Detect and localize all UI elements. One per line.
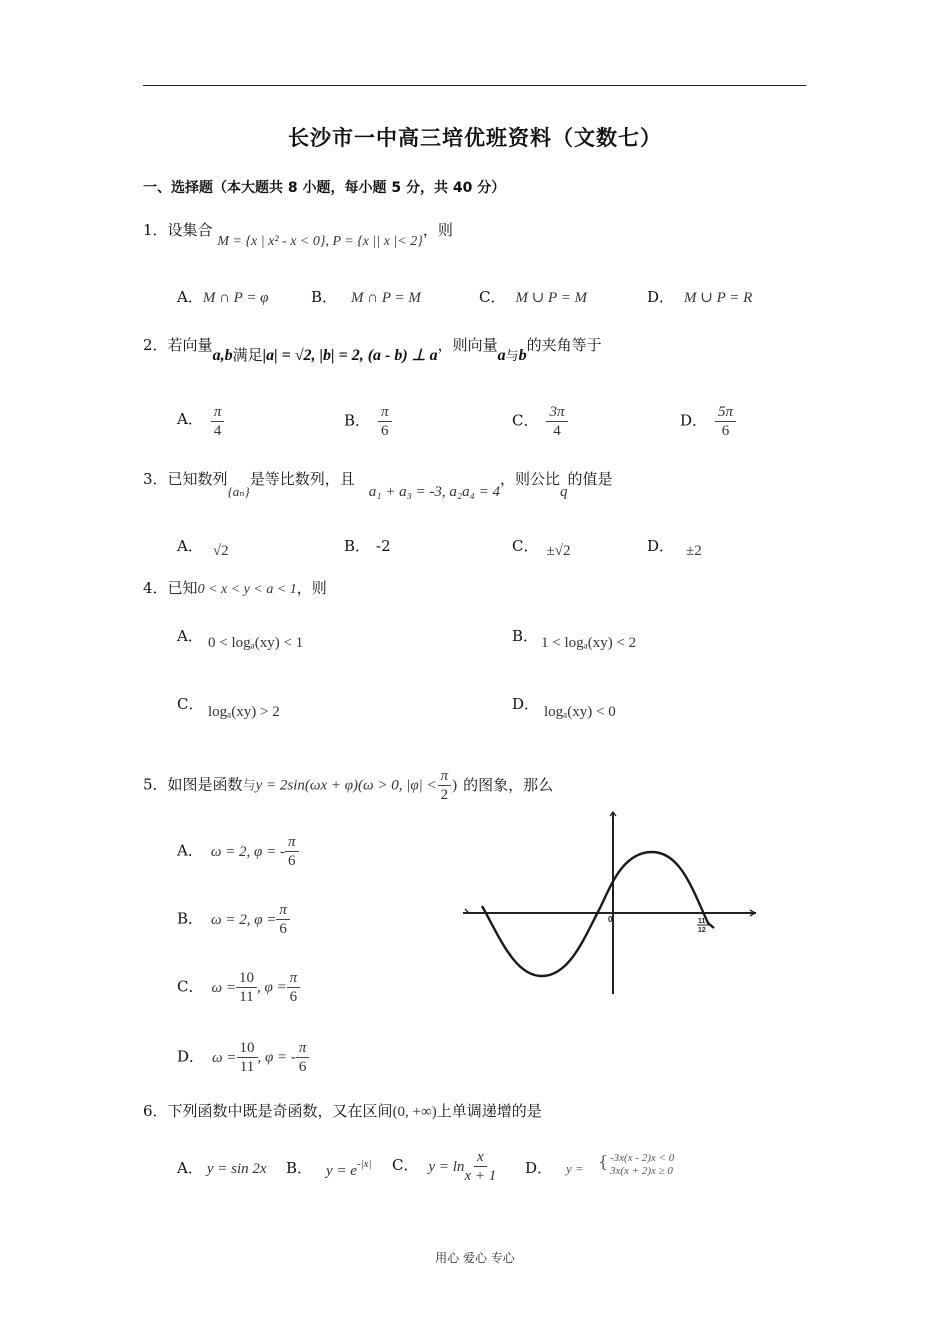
q4-option-a [177, 625, 203, 646]
q4-cond: 0 < x < y < a < 1 [197, 582, 297, 597]
q5-c-phi: , φ = [256, 979, 287, 996]
question-2 [143, 334, 602, 364]
q6-c-den: x + 1 [464, 1168, 497, 1184]
q2-condition: |a| = √2, |b| = 2, (a - b) ⊥ a [262, 347, 438, 364]
q2-b-label: B． [344, 411, 371, 430]
q6-b-sup: -|x| [356, 1158, 372, 1170]
q2-number: 2． [143, 336, 168, 354]
x-mark-den: 12 [698, 927, 706, 934]
q5-d-num: π [296, 1039, 310, 1058]
q2-c-num: 3π [546, 403, 567, 422]
q3-mid2: ，则公比 [499, 470, 560, 488]
q3-prefix: 已知数列 [167, 470, 228, 488]
q2-a-den: 4 [213, 423, 222, 439]
q5-d-den: 6 [298, 1059, 307, 1075]
q5-b-expr: ω = 2, φ = [211, 911, 277, 928]
q5-d-w: ω = [212, 1049, 237, 1066]
q6-a-expr: y = sin 2x [206, 1161, 267, 1177]
q2-mid: ，则向量 [437, 336, 498, 354]
q3-option-c [512, 535, 571, 559]
q2-option-d [680, 403, 736, 440]
q5-option-a [177, 833, 299, 870]
q1-option-c [479, 286, 587, 307]
q1-option-b [311, 286, 421, 307]
q2-prefix: 若向量 [167, 336, 213, 354]
question-4 [143, 577, 327, 598]
question-1 [143, 219, 453, 249]
q2-b-den: 6 [381, 423, 389, 439]
q3-seq: {aₙ} [227, 484, 250, 499]
q3-d-expr: ±2 [686, 543, 702, 559]
q4-b-expr: 1 < logₐ(xy) < 2 [541, 635, 637, 651]
q5-d-wnum: 10 [237, 1039, 258, 1058]
q2-vec-a: a [497, 347, 506, 364]
q3-suffix: 的值是 [567, 470, 613, 488]
q3-number: 3． [143, 470, 168, 488]
q5-option-c [177, 969, 300, 1006]
q3-a-label: A． [177, 537, 203, 555]
sine-graph [460, 808, 760, 1000]
page-title: 长沙市一中高三培优班资料（文数七） [288, 126, 662, 150]
q3-c-expr: ±√2 [546, 543, 571, 559]
q6-c-num: x [474, 1148, 487, 1167]
q6-option-b [286, 1157, 372, 1178]
q5-frac-num: π [438, 767, 452, 786]
q1-suffix: ，则 [422, 221, 453, 239]
q3-cond: a₁ + a₃ = -3, a₂a₄ = 4 [368, 484, 500, 500]
q1-d-expr: M ∪ P = R [684, 290, 753, 306]
q5-frac-den: 2 [440, 787, 449, 803]
q5-func: y = 2sin(ωx + φ)(ω > 0, |φ| < [255, 777, 437, 794]
q5-option-b [177, 901, 290, 938]
q6-d-lines [610, 1152, 674, 1178]
q4-option-d [512, 693, 539, 714]
q5-with: 与 [242, 778, 256, 794]
q4-number: 4． [143, 579, 168, 597]
q6-option-c [392, 1148, 496, 1185]
q6-a-label: A． [177, 1159, 203, 1177]
q6-b-label: B． [286, 1159, 313, 1177]
q6-d-line2: 3x(x + 2)x ≥ 0 [610, 1165, 673, 1177]
q3-c-label: C． [512, 537, 539, 555]
q5-d-phi: , φ = - [257, 1049, 296, 1066]
q3-var: q [560, 484, 568, 500]
q2-b-num: π [378, 403, 392, 422]
q5-c-wden: 11 [239, 989, 254, 1005]
q3-option-a [177, 535, 229, 559]
q5-b-num: π [276, 901, 290, 920]
q5-c-wnum: 10 [236, 969, 257, 988]
q2-d-label: D． [680, 411, 708, 430]
q6-c-label: C． [392, 1155, 419, 1174]
q6-d-expr: y = [566, 1161, 584, 1176]
q5-c-num: π [287, 969, 301, 988]
q5-close: ) [452, 777, 458, 794]
q2-vec-b: b [518, 347, 527, 364]
q3-option-d [647, 535, 702, 559]
question-5 [143, 767, 553, 804]
q4-b-label: B． [512, 627, 539, 645]
q6-suffix: 上单调递增的是 [436, 1102, 542, 1120]
q5-suffix: 的图象，那么 [463, 775, 554, 794]
q2-option-b [344, 403, 392, 440]
q2-vec-ab: a,b [212, 347, 233, 364]
q6-number: 6． [143, 1102, 168, 1120]
q4-prefix: 已知 [167, 579, 198, 597]
q6-d-brace: { [598, 1152, 609, 1171]
q6-option-a [177, 1157, 267, 1178]
q3-mid: 是等比数列，且 [249, 470, 355, 488]
q6-prefix: 下列函数中既是奇函数，又在区间 [167, 1102, 393, 1120]
q4-suffix: ，则 [296, 579, 327, 597]
q1-c-expr: M ∪ P = M [515, 290, 588, 306]
q3-a-expr: √2 [212, 543, 229, 559]
q5-a-label: A． [177, 841, 203, 860]
q1-d-label: D． [647, 288, 675, 306]
q4-option-b [512, 625, 538, 646]
q1-option-a [177, 286, 268, 307]
q2-d-num: 5π [715, 403, 736, 422]
q5-a-den: 6 [287, 853, 296, 869]
q4-d-label: D． [512, 695, 540, 713]
q6-b-expr: y = e [326, 1163, 357, 1179]
q6-option-d [525, 1157, 584, 1178]
q5-b-label: B． [177, 909, 204, 928]
question-6 [143, 1100, 542, 1121]
q2-c-den: 4 [553, 423, 561, 439]
q2-option-a [177, 403, 224, 440]
q5-a-num: π [285, 833, 299, 852]
q1-b-label: B． [311, 288, 338, 306]
q5-number: 5． [143, 775, 168, 794]
q1-prefix: 设集合 [167, 221, 213, 239]
q5-c-w: ω = [211, 979, 236, 996]
q5-c-label: C． [177, 977, 204, 996]
q4-a-label: A． [177, 627, 203, 645]
q5-c-den: 6 [289, 989, 298, 1005]
q5-d-label: D． [177, 1047, 205, 1066]
q2-satisfies: 满足 [232, 346, 263, 364]
q1-number: 1． [143, 221, 168, 239]
q5-prefix: 如图是函数 [167, 775, 243, 794]
q6-d-line1: -3x(x - 2)x < 0 [610, 1152, 675, 1164]
q3-b-label: B． [344, 537, 371, 555]
q4-option-c [177, 693, 203, 714]
q1-a-label: A． [177, 288, 203, 306]
origin-label: 0 [608, 915, 613, 924]
q3-option-b [344, 535, 391, 556]
q4-a-expr: 0 < logₐ(xy) < 1 [208, 635, 304, 651]
q6-interval: (0, +∞) [392, 1104, 437, 1120]
q3-b-expr: -2 [376, 537, 391, 555]
q2-suffix: 的夹角等于 [526, 336, 602, 354]
section-heading: 一、选择题（本大题共 8 小题，每小题 5 分，共 40 分） [143, 180, 506, 196]
q2-a-num: π [211, 403, 225, 422]
q2-option-c [512, 403, 568, 440]
q2-c-label: C． [512, 411, 539, 430]
top-rule [143, 85, 806, 86]
q2-with: 与 [505, 349, 519, 364]
page-footer: 用心 爱心 专心 [435, 1251, 515, 1265]
q3-d-label: D． [647, 537, 675, 555]
q1-a-expr: M ∩ P = φ [202, 290, 269, 306]
q1-c-label: C． [479, 288, 506, 306]
x-axis-left-tick [463, 909, 469, 913]
q4-c-expr: logₐ(xy) > 2 [208, 704, 280, 720]
q2-a-label: A． [177, 409, 203, 428]
q4-d-expr: logₐ(xy) < 0 [544, 704, 616, 720]
q6-d-label: D． [525, 1159, 553, 1177]
q1-option-d [647, 286, 752, 307]
x-mark-num: 11 [698, 918, 706, 925]
question-3 [143, 468, 613, 500]
q5-d-wden: 11 [239, 1059, 255, 1075]
q6-c-expr: y = ln [428, 1158, 465, 1175]
q5-a-expr: ω = 2, φ = - [210, 843, 285, 860]
q4-c-label: C． [177, 695, 204, 713]
q5-b-den: 6 [279, 921, 287, 937]
q1-b-expr: M ∩ P = M [351, 290, 421, 306]
q1-expr: M = {x | x² - x < 0}, P = {x || x |< 2} [217, 234, 423, 249]
q5-option-d [177, 1039, 309, 1076]
q2-d-den: 6 [721, 423, 730, 439]
